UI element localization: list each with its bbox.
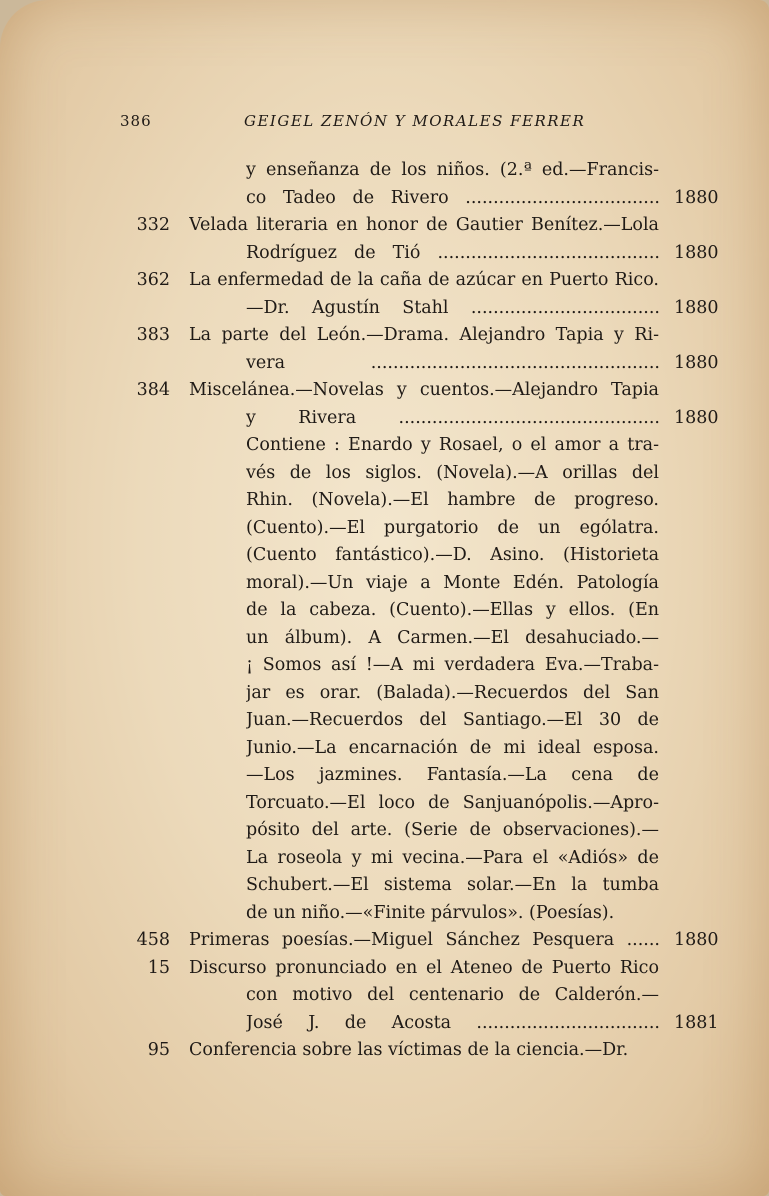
entry-line (0, 570, 769, 598)
bibliography-entry (0, 927, 769, 955)
entry-year: 1880 (674, 187, 719, 208)
entry-line (0, 487, 769, 515)
entry-text: Rodríguez de Tió ........................................ (246, 242, 660, 263)
entry-line (0, 377, 769, 405)
entry-text: ¡ Somos así !—A mi verdadera Eva.—Traba- (246, 655, 659, 675)
entry-text: La parte del León.—Drama. Alejandro Tapia y Ri- (189, 325, 659, 345)
entry-line (0, 817, 769, 845)
entry-line (0, 267, 769, 295)
entry-line (0, 845, 769, 873)
entry-text: Miscelánea.—Novelas y cuentos.—Alejandro Tapia (189, 380, 659, 400)
entry-number: 95 (147, 1040, 170, 1060)
entry-text: Juan.—Recuerdos del Santiago.—El 30 de (246, 710, 659, 730)
bibliography-entry (0, 1037, 769, 1065)
entry-line (0, 542, 769, 570)
bibliography-entry (0, 955, 769, 1038)
entry-line (0, 982, 769, 1010)
entry-number: 362 (136, 270, 170, 290)
entry-text: —Dr. Agustín Stahl .................................. (246, 297, 660, 318)
entry-line (0, 185, 769, 213)
entry-number: 15 (147, 957, 170, 978)
bibliography-entry (0, 322, 769, 377)
entry-line (0, 927, 769, 955)
entry-year: 1880 (674, 297, 719, 318)
entry-number: 332 (136, 215, 170, 235)
entry-text: con motivo del centenario de Calderón.— (246, 985, 659, 1005)
entry-text: Schubert.—El sistema solar.—En la tumba (246, 875, 659, 895)
entry-line (0, 240, 769, 268)
entry-line (0, 707, 769, 735)
entry-line (0, 900, 769, 928)
bibliography-entry (0, 267, 769, 322)
entry-line (0, 432, 769, 460)
entry-line (0, 515, 769, 543)
entry-text: de la cabeza. (Cuento).—Ellas y ellos. (En (246, 600, 659, 620)
entry-line (0, 405, 769, 433)
entry-text: jar es orar. (Balada).—Recuerdos del San (246, 682, 659, 703)
entry-line (0, 1010, 769, 1038)
entry-text: Contiene : Enardo y Rosael, o el amor a tra- (246, 435, 659, 455)
entry-year: 1881 (674, 1012, 719, 1033)
entry-number: 458 (136, 930, 170, 950)
running-title: GEIGEL ZENÓN Y MORALES FERRER (244, 112, 586, 130)
entry-text: La roseola y mi vecina.—Para el «Adiós» de (246, 847, 659, 868)
entry-text: vera .................................................... (246, 352, 660, 373)
page-number: 386 (120, 112, 152, 130)
entry-text: y Rivera ............................................... (246, 407, 660, 428)
entry-text: Conferencia sobre las víctimas de la ciencia.—Dr. (189, 1040, 629, 1060)
entry-line (0, 680, 769, 708)
entry-line (0, 295, 769, 323)
entry-line (0, 625, 769, 653)
entry-text: Rhin. (Novela).—El hambre de progreso. (246, 490, 659, 510)
entry-year: 1880 (674, 407, 719, 428)
entry-line (0, 350, 769, 378)
entry-line (0, 735, 769, 763)
entry-text: La enfermedad de la caña de azúcar en Puerto Rico. (189, 270, 659, 290)
entry-text: y enseñanza de los niños. (2.ª ed.—Francis- (246, 160, 659, 180)
entry-text: vés de los siglos. (Novela).—A orillas del (246, 462, 659, 483)
entry-year: 1880 (674, 352, 719, 373)
bibliography-list (0, 157, 769, 1065)
entry-text: Torcuato.—El loco de Sanjuanópolis.—Apro- (246, 792, 659, 813)
entry-year: 1880 (674, 930, 719, 950)
entry-line (0, 762, 769, 790)
entry-text: un álbum). A Carmen.—El desahuciado.— (246, 627, 659, 648)
entry-line (0, 597, 769, 625)
entry-text: —Los jazmines. Fantasía.—La cena de (246, 765, 659, 785)
entry-line (0, 652, 769, 680)
entry-text: (Cuento fantástico).—D. Asino. (Historieta (246, 545, 659, 565)
entry-line (0, 460, 769, 488)
entry-text: Discurso pronunciado en el Ateneo de Puerto Rico (189, 957, 659, 978)
entry-line (0, 955, 769, 983)
page-header (0, 112, 769, 136)
entry-text: Junio.—La encarnación de mi ideal esposa. (246, 737, 659, 758)
entry-line (0, 157, 769, 185)
entry-number: 383 (136, 325, 170, 345)
entry-text: Primeras poesías.—Miguel Sánchez Pesquera ...... (189, 930, 660, 950)
bibliography-entry (0, 377, 769, 927)
entry-text: co Tadeo de Rivero ................................... (246, 187, 660, 208)
entry-number: 384 (136, 380, 170, 400)
entry-text: pósito del arte. (Serie de observaciones).— (246, 820, 659, 840)
entry-text: moral).—Un viaje a Monte Edén. Patología (246, 572, 659, 593)
entry-line (0, 872, 769, 900)
entry-line (0, 322, 769, 350)
bibliography-entry (0, 212, 769, 267)
entry-line (0, 1037, 769, 1065)
entry-text: (Cuento).—El purgatorio de un ególatra. (246, 517, 659, 538)
entry-text: de un niño.—«Finite párvulos». (Poesías). (246, 902, 615, 923)
entry-text: José J. de Acosta ................................. (246, 1012, 660, 1033)
bibliography-entry (0, 157, 769, 212)
entry-line (0, 790, 769, 818)
entry-year: 1880 (674, 242, 719, 263)
entry-line (0, 212, 769, 240)
entry-text: Velada literaria en honor de Gautier Benítez.—Lola (189, 215, 659, 235)
